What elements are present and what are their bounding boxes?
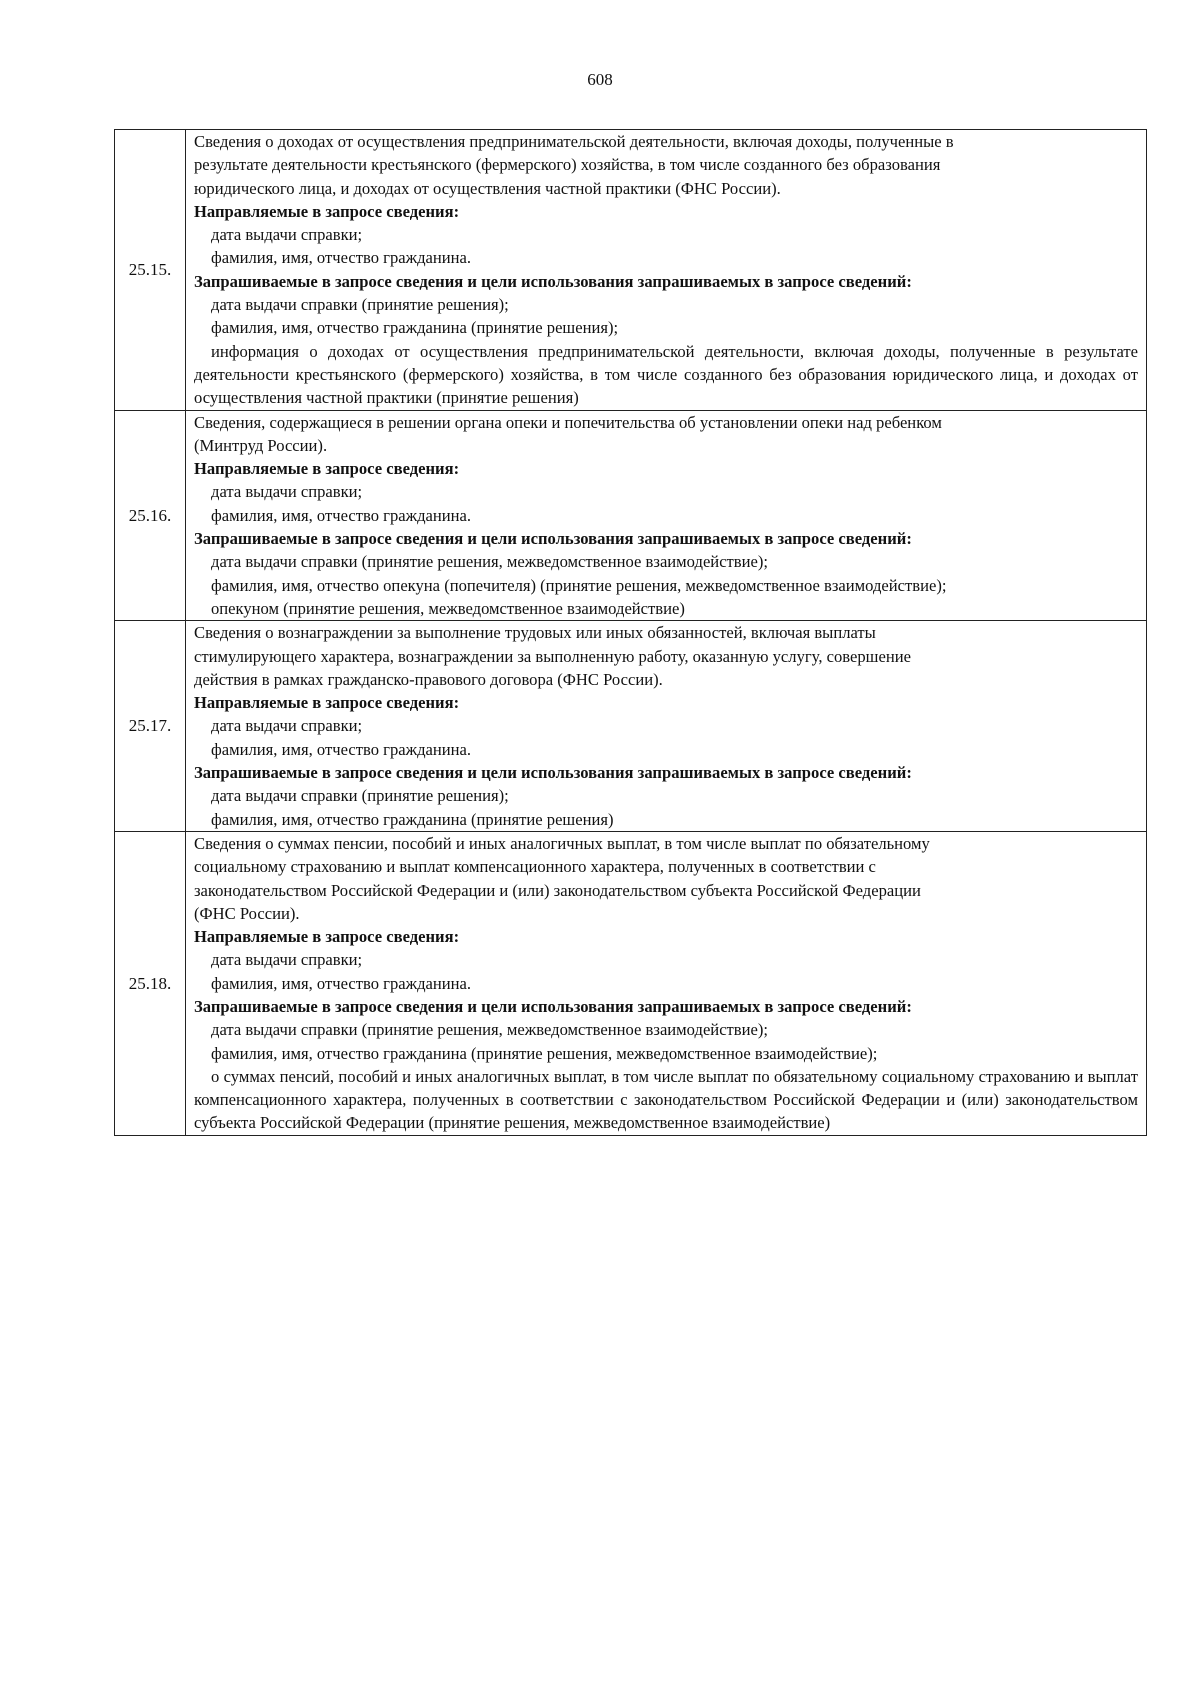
- requested-info-heading: Запрашиваемые в запросе сведения и цели использования запрашиваемых в запросе сведений:: [194, 529, 912, 549]
- sent-info-heading: Направляемые в запросе сведения:: [194, 459, 460, 479]
- requested-info-item: фамилия, имя, отчество гражданина (принятие решения, межведомственное взаимодействие);: [211, 1043, 878, 1063]
- item-title-line: законодательством Российской Федерации и (или) законодательством субъекта Российской Федерации: [194, 880, 921, 900]
- sent-info-item: дата выдачи справки;: [211, 950, 363, 970]
- requested-info-heading: Запрашиваемые в запросе сведения и цели использования запрашиваемых в запросе сведений:: [194, 763, 912, 783]
- requested-info-item: дата выдачи справки (принятие решения, межведомственное взаимодействие);: [211, 1020, 769, 1040]
- requested-info-item: фамилия, имя, отчество гражданина (принятие решения);: [211, 318, 619, 338]
- requested-info-item: дата выдачи справки (принятие решения);: [211, 295, 509, 315]
- sent-info-item: фамилия, имя, отчество гражданина.: [211, 505, 472, 525]
- item-description: [186, 410, 1147, 621]
- requested-info-item: дата выдачи справки (принятие решения, межведомственное взаимодействие);: [211, 552, 769, 572]
- item-title-line: Сведения о доходах от осуществления предпринимательской деятельности, включая доходы, полученные в: [194, 132, 954, 151]
- requested-info-item: фамилия, имя, отчество гражданина (принятие решения): [211, 809, 614, 829]
- requested-info-item: фамилия, имя, отчество опекуна (попечителя) (принятие решения, межведомственное взаимодействие);: [211, 575, 947, 595]
- item-description: [186, 621, 1147, 832]
- requested-info-item: дата выдачи справки (принятие решения);: [211, 786, 509, 806]
- sent-info-item: фамилия, имя, отчество гражданина.: [211, 739, 472, 759]
- sent-info-heading: Направляемые в запросе сведения:: [194, 693, 460, 713]
- item-title-line: Сведения о суммах пенсии, пособий и иных аналогичных выплат, в том числе выплат по обязательному: [194, 833, 930, 853]
- item-title-line: действия в рамках гражданско-правового договора (ФНС России).: [194, 669, 663, 689]
- item-number: 25.15.: [115, 130, 186, 411]
- sent-info-item: фамилия, имя, отчество гражданина.: [211, 973, 472, 993]
- registry-table-body: [115, 130, 1147, 1136]
- item-number: 25.16.: [115, 410, 186, 621]
- requested-info-heading: Запрашиваемые в запросе сведения и цели использования запрашиваемых в запросе сведений:: [194, 996, 912, 1016]
- item-title-line: социальному страхованию и выплат компенсационного характера, полученных в соответствии с: [194, 857, 876, 877]
- item-title-line: (ФНС России).: [194, 903, 300, 923]
- table-row: [115, 621, 1147, 832]
- table-row: [115, 831, 1147, 1135]
- item-title-line: Сведения о вознаграждении за выполнение трудовых или иных обязанностей, включая выплаты: [194, 623, 876, 643]
- requested-info-paragraph: информация о доходах от осуществления предпринимательской деятельности, включая доходы, полученные в результате деятельности крестьянского (фермерского) хозяйства, в том числе созданного без образования юридического лица, и доходах от осуществления частной практики (принятие решения): [194, 341, 1138, 408]
- sent-info-item: дата выдачи справки;: [211, 716, 363, 736]
- sent-info-heading: Направляемые в запросе сведения:: [194, 201, 460, 221]
- table-row: [115, 410, 1147, 621]
- item-title-line: результате деятельности крестьянского (фермерского) хозяйства, в том числе созданного без образования: [194, 155, 941, 175]
- page-number: 608: [587, 70, 613, 89]
- sent-info-item: дата выдачи справки;: [211, 225, 363, 245]
- item-title-line: (Минтруд России).: [194, 435, 328, 455]
- item-title-line: юридического лица, и доходах от осуществления частной практики (ФНС России).: [194, 178, 781, 198]
- item-description: [186, 130, 1147, 411]
- item-description: [186, 831, 1147, 1135]
- registry-table: [114, 129, 1147, 1136]
- table-row: [115, 130, 1147, 411]
- requested-info-item: опекуном (принятие решения, межведомственное взаимодействие): [211, 598, 685, 618]
- requested-info-paragraph: о суммах пенсий, пособий и иных аналогичных выплат, в том числе выплат по обязательному социальному страхованию и выплат компенсационного характера, полученных в соответствии с законодательством Российской Федерации и (или) законодательством субъекта Российской Федерации (принятие решения, межведомственное взаимодействие): [194, 1066, 1138, 1133]
- item-title-line: стимулирующего характера, вознаграждении за выполненную работу, оказанную услугу, совершение: [194, 646, 911, 666]
- sent-info-heading: Направляемые в запросе сведения:: [194, 927, 460, 947]
- item-title-line: Сведения, содержащиеся в решении органа опеки и попечительства об установлении опеки над ребенком: [194, 412, 942, 432]
- item-number: 25.17.: [115, 621, 186, 832]
- item-number: 25.18.: [115, 831, 186, 1135]
- sent-info-item: дата выдачи справки;: [211, 482, 363, 502]
- sent-info-item: фамилия, имя, отчество гражданина.: [211, 248, 472, 268]
- requested-info-heading: Запрашиваемые в запросе сведения и цели использования запрашиваемых в запросе сведений:: [194, 271, 912, 291]
